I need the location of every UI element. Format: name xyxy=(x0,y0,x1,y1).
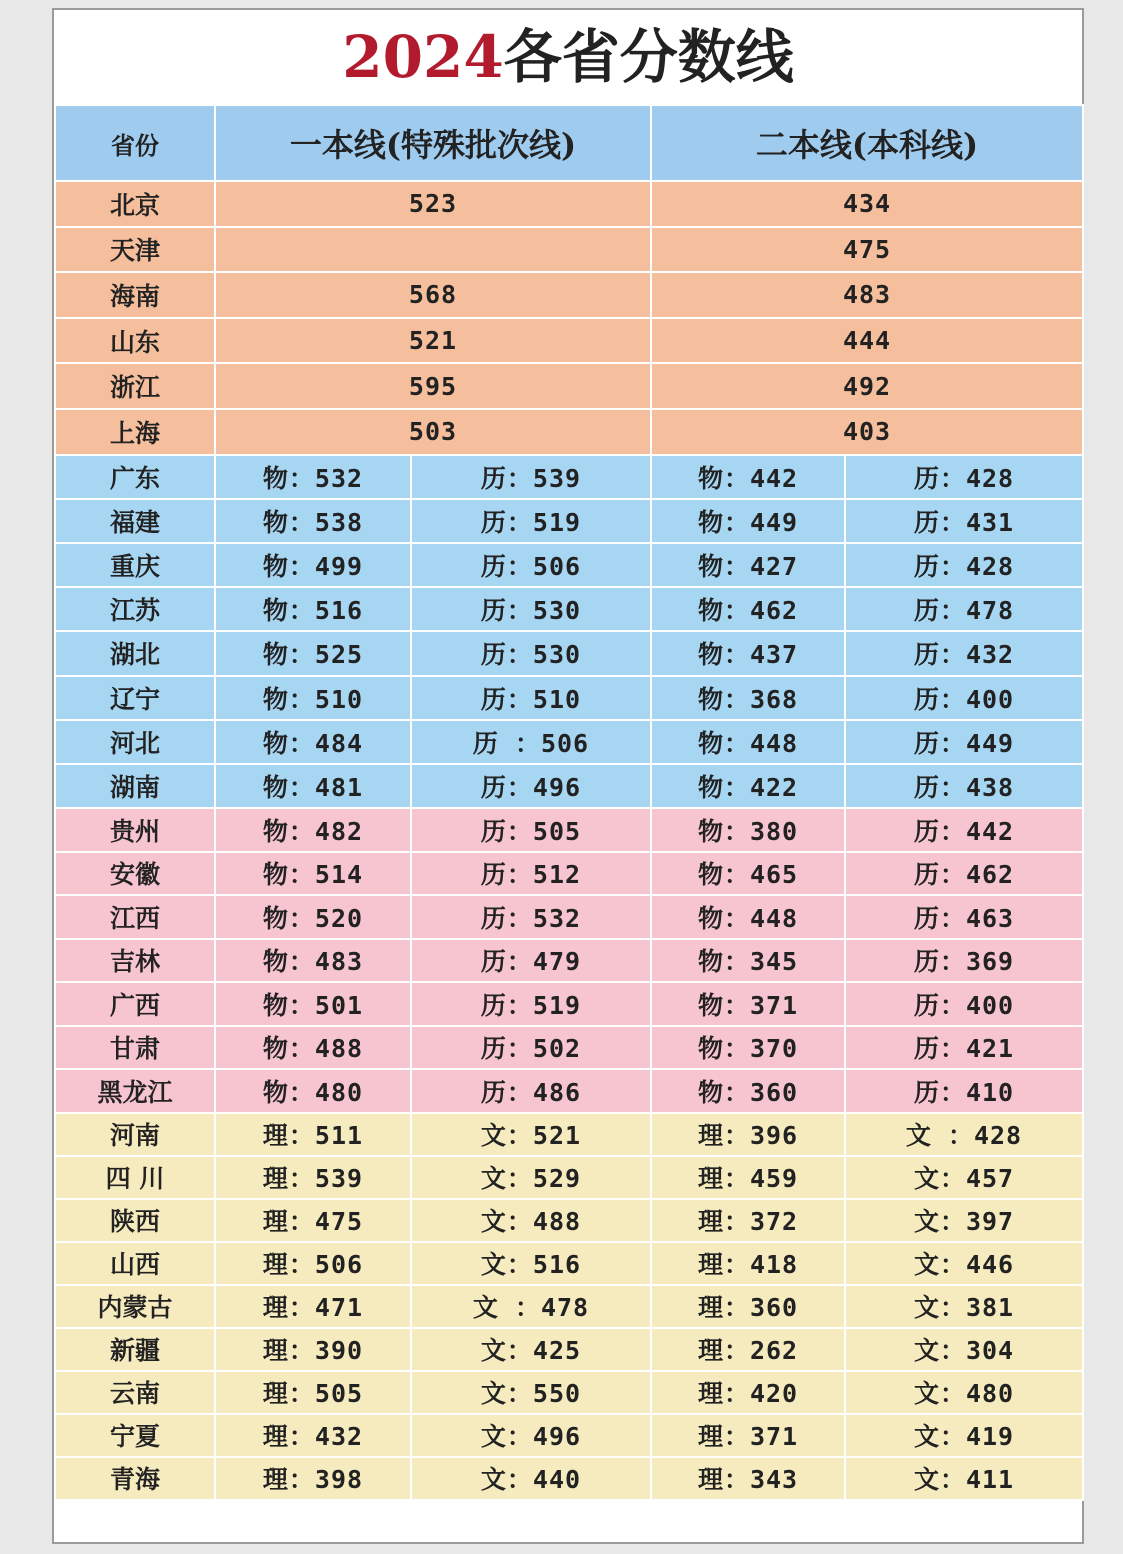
tier1-score: 523 xyxy=(215,181,651,227)
tier2-score-a: 理：360 xyxy=(651,1285,845,1328)
tier2-score-b: 文：446 xyxy=(845,1242,1083,1285)
province-cell: 北京 xyxy=(55,181,215,227)
tier1-score-a: 物：488 xyxy=(215,1026,411,1070)
table-row xyxy=(55,1113,1083,1156)
tier1-score-a: 物：538 xyxy=(215,499,411,543)
table-row xyxy=(55,543,1083,587)
tier2-score-a: 物：448 xyxy=(651,720,845,764)
tier1-score-b: 历：530 xyxy=(411,631,651,675)
province-cell: 山西 xyxy=(55,1242,215,1285)
tier1-score-a: 物：483 xyxy=(215,939,411,983)
tier2-score-b: 历：438 xyxy=(845,764,1083,808)
table-row xyxy=(55,1328,1083,1371)
tier2-score-a: 理：372 xyxy=(651,1199,845,1242)
tier2-score: 403 xyxy=(651,409,1083,455)
tier1-score-b: 文 ：478 xyxy=(411,1285,651,1328)
tier2-score-a: 理：371 xyxy=(651,1414,845,1457)
tier1-score-b: 文：516 xyxy=(411,1242,651,1285)
tier2-score-b: 历：431 xyxy=(845,499,1083,543)
table-row xyxy=(55,1199,1083,1242)
tier2-score-b: 历：428 xyxy=(845,543,1083,587)
tier2-score-b: 历：462 xyxy=(845,852,1083,896)
tier1-score: 503 xyxy=(215,409,651,455)
tier1-score-a: 物：482 xyxy=(215,808,411,852)
tier1-score-b: 历：479 xyxy=(411,939,651,983)
table-body xyxy=(55,181,1083,1500)
tier2-score: 444 xyxy=(651,318,1083,364)
table-row xyxy=(55,852,1083,896)
tier2-score-a: 理：459 xyxy=(651,1156,845,1199)
header-tier1: 一本线(特殊批次线) xyxy=(215,105,651,181)
tier2-score-a: 物：360 xyxy=(651,1069,845,1113)
tier2-score-b: 历：463 xyxy=(845,895,1083,939)
province-cell: 云南 xyxy=(55,1371,215,1414)
tier1-score-a: 物：510 xyxy=(215,676,411,720)
tier2-score-b: 历：432 xyxy=(845,631,1083,675)
title-text: 各省分数线 xyxy=(503,23,794,91)
tier2-score-b: 历：428 xyxy=(845,455,1083,499)
tier2-score-b: 历：400 xyxy=(845,676,1083,720)
table-row xyxy=(55,1069,1083,1113)
tier2-score-b: 文：304 xyxy=(845,1328,1083,1371)
tier1-score-a: 理：506 xyxy=(215,1242,411,1285)
tier1-score-b: 历：502 xyxy=(411,1026,651,1070)
province-cell: 四 川 xyxy=(55,1156,215,1199)
table-row xyxy=(55,499,1083,543)
table-row xyxy=(55,895,1083,939)
tier1-score-b: 文：440 xyxy=(411,1457,651,1500)
tier1-score: 521 xyxy=(215,318,651,364)
tier2-score-b: 历：421 xyxy=(845,1026,1083,1070)
tier2-score-b: 历：478 xyxy=(845,587,1083,631)
tier1-score-a: 物：520 xyxy=(215,895,411,939)
province-cell: 河北 xyxy=(55,720,215,764)
table-row xyxy=(55,982,1083,1026)
tier1-score-a: 物：499 xyxy=(215,543,411,587)
table-row xyxy=(55,676,1083,720)
province-cell: 海南 xyxy=(55,272,215,318)
tier2-score-a: 理：396 xyxy=(651,1113,845,1156)
tier1-score-b: 历：510 xyxy=(411,676,651,720)
table-row xyxy=(55,1285,1083,1328)
tier2-score-a: 物：442 xyxy=(651,455,845,499)
tier1-score-b: 历：506 xyxy=(411,543,651,587)
province-cell: 重庆 xyxy=(55,543,215,587)
province-cell: 上海 xyxy=(55,409,215,455)
tier2-score-b: 历：410 xyxy=(845,1069,1083,1113)
tier1-score-a: 理：505 xyxy=(215,1371,411,1414)
tier2-score-a: 物：345 xyxy=(651,939,845,983)
table-row xyxy=(55,409,1083,455)
province-cell: 贵州 xyxy=(55,808,215,852)
tier2-score-a: 物：449 xyxy=(651,499,845,543)
table-row xyxy=(55,272,1083,318)
province-cell: 湖北 xyxy=(55,631,215,675)
tier2-score-a: 物：462 xyxy=(651,587,845,631)
province-cell: 广东 xyxy=(55,455,215,499)
tier1-score-a: 物：484 xyxy=(215,720,411,764)
tier2-score-a: 理：420 xyxy=(651,1371,845,1414)
tier1-score xyxy=(215,227,651,273)
province-cell: 辽宁 xyxy=(55,676,215,720)
tier1-score-b: 历：539 xyxy=(411,455,651,499)
table-row xyxy=(55,720,1083,764)
tier2-score-a: 物：368 xyxy=(651,676,845,720)
tier1-score-b: 文：529 xyxy=(411,1156,651,1199)
tier2-score-a: 物：427 xyxy=(651,543,845,587)
tier1-score: 595 xyxy=(215,363,651,409)
tier2-score-b: 历：369 xyxy=(845,939,1083,983)
table-row xyxy=(55,808,1083,852)
header-row xyxy=(55,105,1083,181)
tier2-score-b: 历：449 xyxy=(845,720,1083,764)
tier2-score-a: 物：448 xyxy=(651,895,845,939)
table-row xyxy=(55,1156,1083,1199)
tier2-score: 483 xyxy=(651,272,1083,318)
table-row xyxy=(55,1457,1083,1500)
tier2-score-a: 物：370 xyxy=(651,1026,845,1070)
tier1-score-b: 文：550 xyxy=(411,1371,651,1414)
table-row xyxy=(55,318,1083,364)
tier2-score-a: 理：343 xyxy=(651,1457,845,1500)
tier2-score-b: 历：442 xyxy=(845,808,1083,852)
table-row xyxy=(55,455,1083,499)
tier2-score-b: 文：419 xyxy=(845,1414,1083,1457)
tier2-score-b: 文：457 xyxy=(845,1156,1083,1199)
table-row xyxy=(55,631,1083,675)
table-row xyxy=(55,1371,1083,1414)
tier1-score-b: 历：486 xyxy=(411,1069,651,1113)
tier1-score-b: 历：496 xyxy=(411,764,651,808)
tier1-score-b: 文：425 xyxy=(411,1328,651,1371)
tier1-score-b: 历：530 xyxy=(411,587,651,631)
province-cell: 陕西 xyxy=(55,1199,215,1242)
tier1-score-b: 历：505 xyxy=(411,808,651,852)
province-cell: 山东 xyxy=(55,318,215,364)
tier1-score-b: 文：488 xyxy=(411,1199,651,1242)
province-cell: 天津 xyxy=(55,227,215,273)
tier1-score-b: 文：521 xyxy=(411,1113,651,1156)
province-cell: 河南 xyxy=(55,1113,215,1156)
header-tier2: 二本线(本科线) xyxy=(651,105,1083,181)
tier1-score-a: 理：475 xyxy=(215,1199,411,1242)
province-cell: 吉林 xyxy=(55,939,215,983)
tier2-score-b: 文：480 xyxy=(845,1371,1083,1414)
table-row xyxy=(55,764,1083,808)
province-cell: 安徽 xyxy=(55,852,215,896)
table-row xyxy=(55,1026,1083,1070)
province-cell: 湖南 xyxy=(55,764,215,808)
tier1-score-a: 理：432 xyxy=(215,1414,411,1457)
province-cell: 宁夏 xyxy=(55,1414,215,1457)
tier1-score-b: 历 ：506 xyxy=(411,720,651,764)
score-table xyxy=(54,104,1084,1501)
tier1-score-a: 理：390 xyxy=(215,1328,411,1371)
table-row xyxy=(55,227,1083,273)
tier2-score-b: 文 ：428 xyxy=(845,1113,1083,1156)
tier1-score-a: 物：525 xyxy=(215,631,411,675)
tier2-score-b: 历：400 xyxy=(845,982,1083,1026)
province-cell: 江苏 xyxy=(55,587,215,631)
tier2-score-a: 物：422 xyxy=(651,764,845,808)
score-sheet xyxy=(52,8,1084,1544)
tier1-score-a: 物：480 xyxy=(215,1069,411,1113)
tier1-score-a: 理：471 xyxy=(215,1285,411,1328)
tier1-score-a: 物：532 xyxy=(215,455,411,499)
header-province: 省份 xyxy=(55,105,215,181)
province-cell: 广西 xyxy=(55,982,215,1026)
province-cell: 内蒙古 xyxy=(55,1285,215,1328)
table-row xyxy=(55,363,1083,409)
tier2-score-b: 文：411 xyxy=(845,1457,1083,1500)
province-cell: 江西 xyxy=(55,895,215,939)
tier1-score-b: 文：496 xyxy=(411,1414,651,1457)
tier1-score-a: 理：539 xyxy=(215,1156,411,1199)
tier1-score-b: 历：519 xyxy=(411,499,651,543)
tier1-score-a: 物：481 xyxy=(215,764,411,808)
province-cell: 甘肃 xyxy=(55,1026,215,1070)
page-title xyxy=(54,10,1082,104)
tier2-score-a: 物：371 xyxy=(651,982,845,1026)
tier1-score-a: 物：514 xyxy=(215,852,411,896)
tier2-score: 475 xyxy=(651,227,1083,273)
province-cell: 福建 xyxy=(55,499,215,543)
table-row xyxy=(55,939,1083,983)
tier1-score-a: 理：398 xyxy=(215,1457,411,1500)
table-row xyxy=(55,181,1083,227)
title-year: 2024 xyxy=(342,23,504,91)
province-cell: 浙江 xyxy=(55,363,215,409)
table-row xyxy=(55,587,1083,631)
tier1-score: 568 xyxy=(215,272,651,318)
table-row xyxy=(55,1242,1083,1285)
tier2-score-a: 理：262 xyxy=(651,1328,845,1371)
tier1-score-b: 历：512 xyxy=(411,852,651,896)
tier1-score-b: 历：532 xyxy=(411,895,651,939)
tier2-score-a: 物：380 xyxy=(651,808,845,852)
tier2-score: 434 xyxy=(651,181,1083,227)
tier2-score-a: 物：437 xyxy=(651,631,845,675)
tier2-score-b: 文：397 xyxy=(845,1199,1083,1242)
province-cell: 青海 xyxy=(55,1457,215,1500)
tier2-score-b: 文：381 xyxy=(845,1285,1083,1328)
province-cell: 新疆 xyxy=(55,1328,215,1371)
table-row xyxy=(55,1414,1083,1457)
province-cell: 黑龙江 xyxy=(55,1069,215,1113)
tier2-score-a: 物：465 xyxy=(651,852,845,896)
tier2-score: 492 xyxy=(651,363,1083,409)
tier1-score-a: 理：511 xyxy=(215,1113,411,1156)
tier1-score-a: 物：516 xyxy=(215,587,411,631)
tier1-score-a: 物：501 xyxy=(215,982,411,1026)
tier2-score-a: 理：418 xyxy=(651,1242,845,1285)
tier1-score-b: 历：519 xyxy=(411,982,651,1026)
